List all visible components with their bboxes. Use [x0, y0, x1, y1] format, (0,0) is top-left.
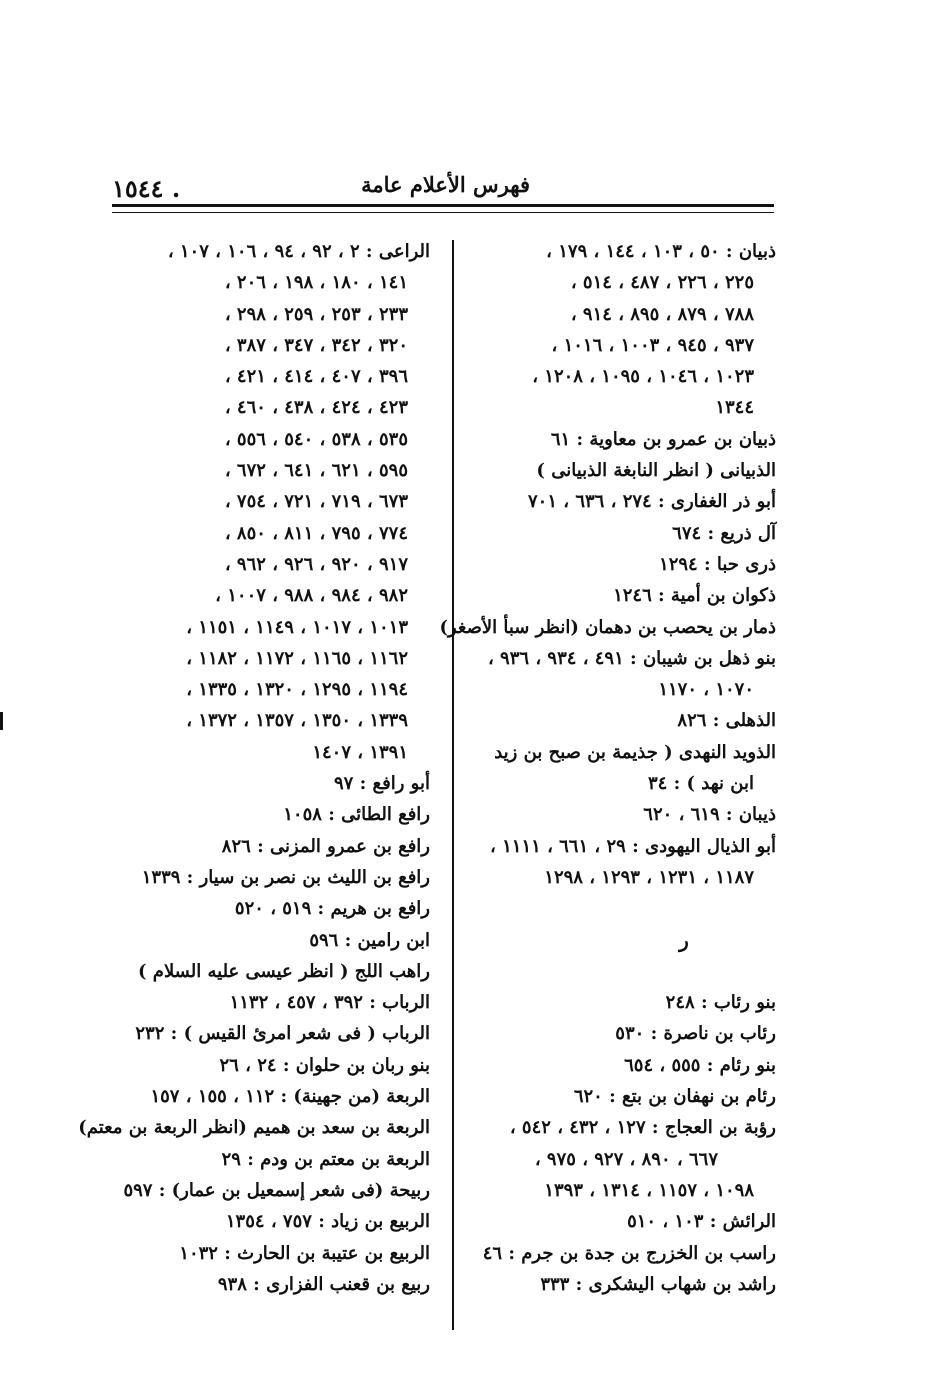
- index-entry-line: آل ذريع : ٦٧٤: [672, 522, 776, 544]
- index-entry-line: ١٠١٣ ، ١٠١٧ ، ١١٤٩ ، ١١٥١ ،: [186, 616, 408, 638]
- page-number: ١٥٤٤ .: [112, 174, 181, 203]
- index-entry-line: ٧٧٤ ، ٧٩٥ ، ٨١١ ، ٨٥٠ ،: [224, 522, 408, 544]
- index-entry-line: رافع بن الليث بن نصر بن سيار : ١٣٣٩: [141, 866, 430, 888]
- index-entry-line: ٣٩٦ ، ٤٠٧ ، ٤١٤ ، ٤٢١ ،: [224, 366, 408, 388]
- index-entry-line: ١٤١ ، ١٨٠ ، ١٩٨ ، ٢٠٦ ،: [224, 272, 408, 294]
- index-entry-line: ٩٣٧ ، ٩٤٥ ، ١٠٠٣ ، ١٠١٦ ،: [551, 334, 754, 356]
- index-entry-line: بنو رئاب : ٢٤٨: [665, 992, 776, 1014]
- index-entry-line: ٩١٧ ، ٩٢٠ ، ٩٢٦ ، ٩٦٢ ،: [224, 553, 408, 575]
- section-letter-heading: ر: [679, 927, 689, 952]
- page-header-title: فهرس الأعلام عامة: [361, 172, 530, 197]
- scan-edge-mark: [0, 712, 3, 730]
- index-entry-line: الرائش : ١٠٣ ، ٥١٠: [627, 1211, 776, 1233]
- index-entry-line: ١٠٧٠ ، ١١٧٠: [658, 679, 754, 701]
- index-entry-line: ٤٢٣ ، ٤٢٤ ، ٤٣٨ ، ٤٦٠ ،: [224, 397, 408, 419]
- index-entry-line: ٧٨٨ ، ٨٧٩ ، ٨٩٥ ، ٩١٤ ،: [570, 303, 754, 325]
- column-divider: [452, 240, 454, 1330]
- index-entry-line: رئاب بن ناصرة : ٥٣٠: [615, 1023, 776, 1045]
- index-entry-line: ١١٦٢ ، ١١٦٥ ، ١١٧٢ ، ١١٨٢ ،: [186, 647, 408, 669]
- index-entry-line: ١٠٢٣ ، ١٠٤٦ ، ١٠٩٥ ، ١٢٠٨ ،: [532, 366, 754, 388]
- index-entry-line: ابن نهد ) : ٣٤: [647, 773, 754, 795]
- index-entry-line: ذبيان : ٥٠ ، ١٠٣ ، ١٤٤ ، ١٧٩ ،: [546, 241, 776, 262]
- index-entry-line: بنو رئام : ٥٥٥ ، ٦٥٤: [624, 1054, 776, 1076]
- index-entry-line: ٩٨٢ ، ٩٨٤ ، ٩٨٨ ، ١٠٠٧ ،: [215, 585, 408, 607]
- index-entry-line: الذهلى : ٨٢٦: [677, 710, 776, 732]
- index-entry-line: الذويد النهدى ( جذيمة بن صبح بن زيد: [494, 741, 776, 763]
- index-entry-line: أبو الذيال اليهودى : ٢٩ ، ٦٦١ ، ١١١١ ،: [490, 835, 776, 857]
- index-entry-line: أبو رافع : ٩٧: [334, 773, 430, 795]
- index-entry-line: ذرى حبا : ١٢٩٤: [659, 553, 776, 575]
- index-entry-line: ٦٦٧ ، ٨٩٠ ، ٩٢٧ ، ٩٧٥ ،: [534, 1148, 718, 1170]
- index-entry-line: ١١٨٧ ، ١٢٣١ ، ١٢٩٣ ، ١٢٩٨: [544, 866, 754, 888]
- index-entry-line: ١٠٩٨ ، ١١٥٧ ، ١٣١٤ ، ١٣٩٣: [544, 1179, 754, 1201]
- index-entry-line: رئام بن نهفان بن بتع : ٦٢٠: [573, 1086, 776, 1108]
- index-entry-line: ذبيان بن عمرو بن معاوية : ٦١: [550, 428, 776, 450]
- index-entry-line: الذبيانى ( انظر النابغة الذبيانى ): [536, 460, 776, 482]
- index-entry-line: ٢٣٣ ، ٢٥٣ ، ٢٥٩ ، ٢٩٨ ،: [224, 303, 408, 325]
- index-entry-line: راهب اللج ( انظر عيسى عليه السلام ): [138, 960, 430, 982]
- index-entry-line: الراعى : ٢ ، ٩٢ ، ٩٤ ، ١٠٦ ، ١٠٧ ،: [167, 241, 430, 262]
- index-entry-line: ابن رامين : ٥٩٦: [309, 929, 430, 951]
- index-entry-line: ١١٩٤ ، ١٢٩٥ ، ١٣٢٠ ، ١٣٣٥ ،: [186, 679, 408, 701]
- index-entry-line: ٥٣٥ ، ٥٣٨ ، ٥٤٠ ، ٥٥٦ ،: [224, 428, 408, 450]
- index-entry-line: ٦٧٣ ، ٧١٩ ، ٧٢١ ، ٧٥٤ ،: [224, 491, 408, 513]
- index-entry-line: ربيع بن قعنب الفزارى : ٩٣٨: [217, 1273, 430, 1295]
- index-entry-line: راسب بن الخزرج بن جدة بن جرم : ٤٦: [482, 1242, 776, 1264]
- index-entry-line: رافع بن عمرو المزنى : ٨٢٦: [221, 835, 430, 857]
- index-entry-line: بنو ربان بن حلوان : ٢٤ ، ٢٦: [219, 1054, 430, 1076]
- index-entry-line: ٥٩٥ ، ٦٢١ ، ٦٤١ ، ٦٧٢ ،: [224, 460, 408, 482]
- index-entry-line: رافع الطائى : ١٠٥٨: [283, 804, 430, 826]
- header-rule-thin: [112, 212, 774, 213]
- index-entry-line: الربعة (من جهينة) : ١١٢ ، ١٥٥ ، ١٥٧: [150, 1086, 430, 1108]
- index-entry-line: ١٣٣٩ ، ١٣٥٠ ، ١٣٥٧ ، ١٣٧٢ ،: [186, 710, 408, 732]
- index-entry-line: الربيع بن عتيبة بن الحارث : ١٠٣٢: [179, 1242, 430, 1264]
- index-entry-line: ذكوان بن أمية : ١٢٤٦: [613, 585, 776, 607]
- index-entry-line: الربعة بن سعد بن هميم (انظر الربعة بن معتم): [78, 1117, 430, 1139]
- index-column-left: [78, 236, 430, 1300]
- index-entry-line: ٢٢٥ ، ٢٢٦ ، ٤٨٧ ، ٥١٤ ،: [570, 272, 754, 294]
- index-entry-line: راشد بن شهاب اليشكرى : ٣٣٣: [540, 1273, 776, 1295]
- index-entry-line: رافع بن هريم : ٥١٩ ، ٥٢٠: [234, 898, 430, 920]
- index-entry-line: الرباب ( فى شعر امرئ القيس ) : ٢٣٢: [135, 1023, 430, 1045]
- index-entry-line: ١٣٤٤: [715, 397, 754, 419]
- index-entry-line: أبو ذر الغفارى : ٢٧٤ ، ٦٣٦ ، ٧٠١: [527, 491, 776, 513]
- index-entry-line: الرباب : ٣٩٢ ، ٤٥٧ ، ١١٣٢: [229, 992, 430, 1014]
- index-entry-line: [472, 956, 776, 987]
- index-entry-line: الربعة بن معتم بن ودم : ٢٩: [221, 1148, 430, 1170]
- index-entry-line: ربيحة (فى شعر إسمعيل بن عمار) : ٥٩٧: [123, 1179, 430, 1201]
- index-entry-line: ١٣٩١ ، ١٤٠٧: [312, 741, 408, 763]
- index-entry-line: بنو ذهل بن شيبان : ٤٩١ ، ٩٣٤ ، ٩٣٦ ،: [487, 647, 776, 669]
- index-column-right: [439, 236, 776, 1300]
- header-rule: [112, 204, 774, 207]
- index-entry-line: ٣٢٠ ، ٣٤٢ ، ٣٤٧ ، ٣٨٧ ،: [224, 334, 408, 356]
- index-entry-line: الربيع بن زياد : ٧٥٧ ، ١٣٥٤: [225, 1211, 430, 1233]
- index-entry-line: ذيبان : ٦١٩ ، ٦٢٠: [643, 804, 776, 826]
- index-entry-line: رؤبة بن العجاج : ١٢٧ ، ٤٣٢ ، ٥٤٢ ،: [509, 1117, 776, 1139]
- index-entry-line: [472, 893, 776, 924]
- index-entry-line: ذمار بن يحصب بن دهمان (انظر سبأ الأصغر): [439, 616, 776, 638]
